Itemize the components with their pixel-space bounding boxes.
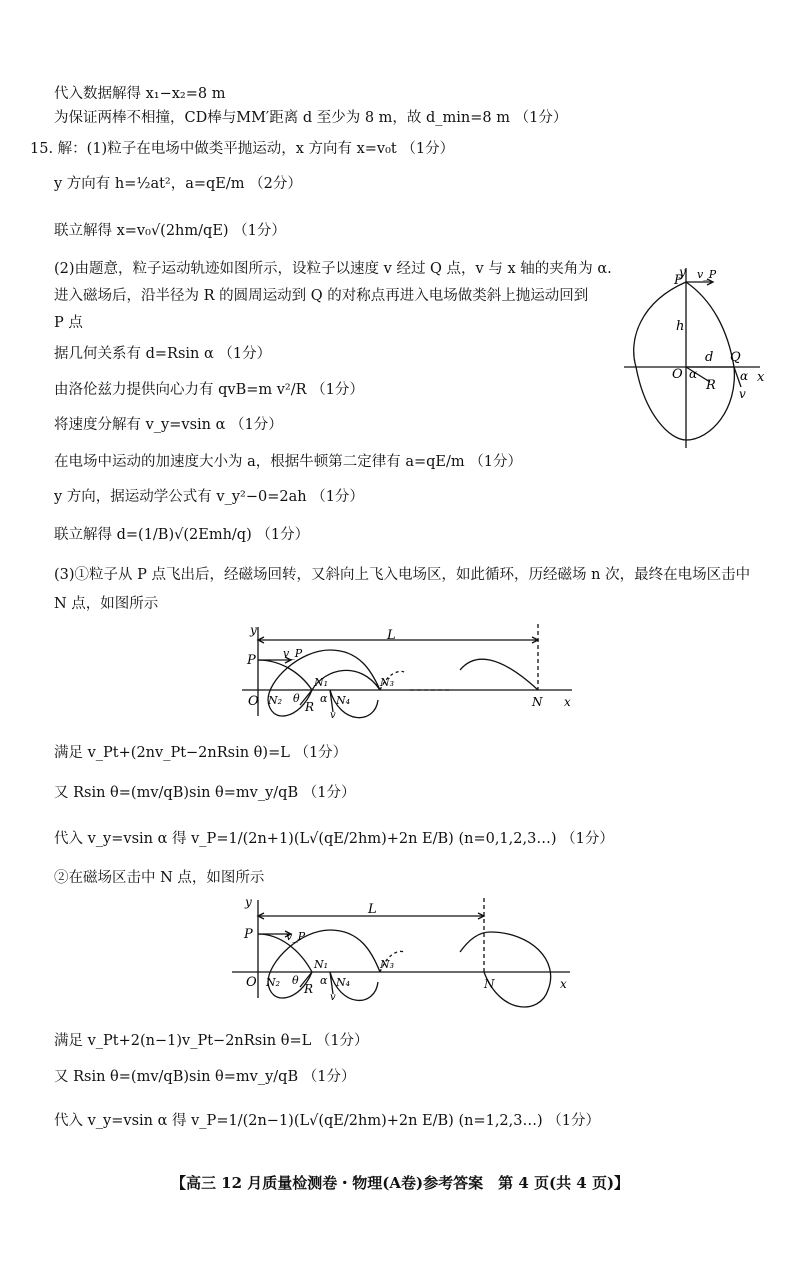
- text-line-8: P 点: [54, 315, 83, 331]
- text-line-7: 进入磁场后，沿半径为 R 的圆周运动到 Q 的对称点再进入电场做类斜上抛运动回到: [54, 288, 589, 304]
- text-line-20: ②在磁场区击中 N 点，如图所示: [54, 870, 265, 886]
- text-line-16: N 点，如图所示: [54, 596, 159, 612]
- fig2-label: v_P: [283, 647, 303, 660]
- fig1-label: Q: [730, 350, 741, 365]
- fig3-label: N₁: [314, 958, 329, 971]
- fig2-label: N₄: [336, 694, 351, 707]
- fig1-label: d: [705, 350, 714, 365]
- text-line-4: y 方向有 h=½at²，a=qE/m （2分）: [54, 176, 302, 192]
- fig3-label: N₃: [380, 958, 395, 971]
- fig2-label: N: [532, 695, 543, 709]
- fig2-label: R: [305, 700, 315, 714]
- fig3-label: y: [245, 895, 252, 909]
- fig2-label: N₂: [268, 694, 283, 707]
- text-line-11: 将速度分解有 v_y=vsin α （1分）: [54, 417, 283, 433]
- text-line-22: 又 Rsin θ=(mv/qB)sin θ=mv_y/qB （1分）: [54, 1069, 356, 1085]
- fig3-label: P: [244, 927, 253, 942]
- text-line-2: 为保证两棒不相撞，CD棒与MM′距离 d 至少为 8 m，故 d_min=8 m （1分）: [54, 110, 568, 126]
- fig3-label: O: [246, 975, 257, 990]
- text-line-12: 在电场中运动的加速度大小为 a，根据牛顿第二定律有 a=qE/m （1分）: [54, 454, 522, 470]
- page-footer: 【高三 12 月质量检测卷・物理(A卷)参考答案 第 4 页(共 4 页)】: [170, 1174, 630, 1192]
- text-line-15: (3)①粒子从 P 点飞出后，经磁场回转，又斜向上飞入电场区，如此循环，历经磁场 n 次，最终在电场区击中: [54, 567, 751, 583]
- fig3-label: R: [304, 982, 314, 996]
- fig2-label: O: [248, 694, 259, 709]
- fig1-label: x: [757, 370, 765, 385]
- text-line-5: 联立解得 x=v₀√(2hm/qE) （1分）: [54, 223, 286, 239]
- fig2-label: L: [387, 628, 396, 643]
- fig3-label: v_P: [286, 930, 306, 943]
- fig2-label: x: [564, 695, 571, 709]
- text-line-17: 满足 v_Pt+(2nv_Pt−2nRsin θ)=L （1分）: [54, 745, 348, 761]
- text-line-14: 联立解得 d=(1/B)√(2Emh/q) （1分）: [54, 527, 310, 543]
- text-line-18: 又 Rsin θ=(mv/qB)sin θ=mv_y/qB （1分）: [54, 785, 356, 801]
- fig1-label: R: [706, 378, 716, 393]
- fig3-label: N: [484, 977, 495, 991]
- fig1-label: v_P: [697, 268, 717, 281]
- text-line-23: 代入 v_y=vsin α 得 v_P=1/(2n−1)(L√(qE/2hm)+2n E/B) (n=1,2,3…) （1分）: [54, 1113, 600, 1129]
- fig3-label: L: [368, 902, 377, 917]
- fig1-label: α: [689, 367, 698, 381]
- fig2-label: v: [330, 710, 336, 721]
- fig2-label: y: [250, 623, 257, 637]
- fig1-label: v: [739, 387, 746, 401]
- fig2-label: P: [247, 653, 256, 668]
- fig2-label: N₃: [380, 676, 395, 689]
- fig1-label: P: [674, 273, 683, 288]
- text-line-19: 代入 v_y=vsin α 得 v_P=1/(2n+1)(L√(qE/2hm)+2n E/B) (n=0,1,2,3…) （1分）: [54, 831, 614, 847]
- text-line-10: 由洛伦兹力提供向心力有 qvB=m v²/R （1分）: [54, 382, 364, 398]
- fig3-label: α: [320, 974, 328, 987]
- fig3-label: v: [330, 992, 336, 1003]
- fig1-label: O: [672, 367, 683, 382]
- fig1-label: h: [676, 319, 685, 334]
- text-line-3: 15. 解：(1)粒子在电场中做类平抛运动，x 方向有 x=v₀t （1分）: [30, 141, 455, 157]
- text-line-1: 代入数据解得 x₁−x₂=8 m: [54, 86, 226, 102]
- fig3-label: θ: [292, 974, 299, 987]
- fig1-label: α: [740, 369, 749, 383]
- text-line-6: (2)由题意，粒子运动轨迹如图所示，设粒子以速度 v 经过 Q 点，v 与 x 轴的夹角为 α.: [54, 261, 612, 277]
- fig2-label: N₁: [314, 676, 329, 689]
- fig3-label: x: [560, 977, 567, 991]
- fig2-label: θ: [293, 692, 300, 705]
- fig3-label: N₂: [266, 976, 281, 989]
- fig2-label: α: [320, 692, 328, 705]
- fig1-label: y: [679, 265, 686, 279]
- fig3-label: N₄: [336, 976, 351, 989]
- text-line-13: y 方向，据运动学公式有 v_y²−0=2ah （1分）: [54, 489, 364, 505]
- text-line-9: 据几何关系有 d=Rsin α （1分）: [54, 346, 272, 362]
- text-line-21: 满足 v_Pt+2(n−1)v_Pt−2nRsin θ=L （1分）: [54, 1033, 369, 1049]
